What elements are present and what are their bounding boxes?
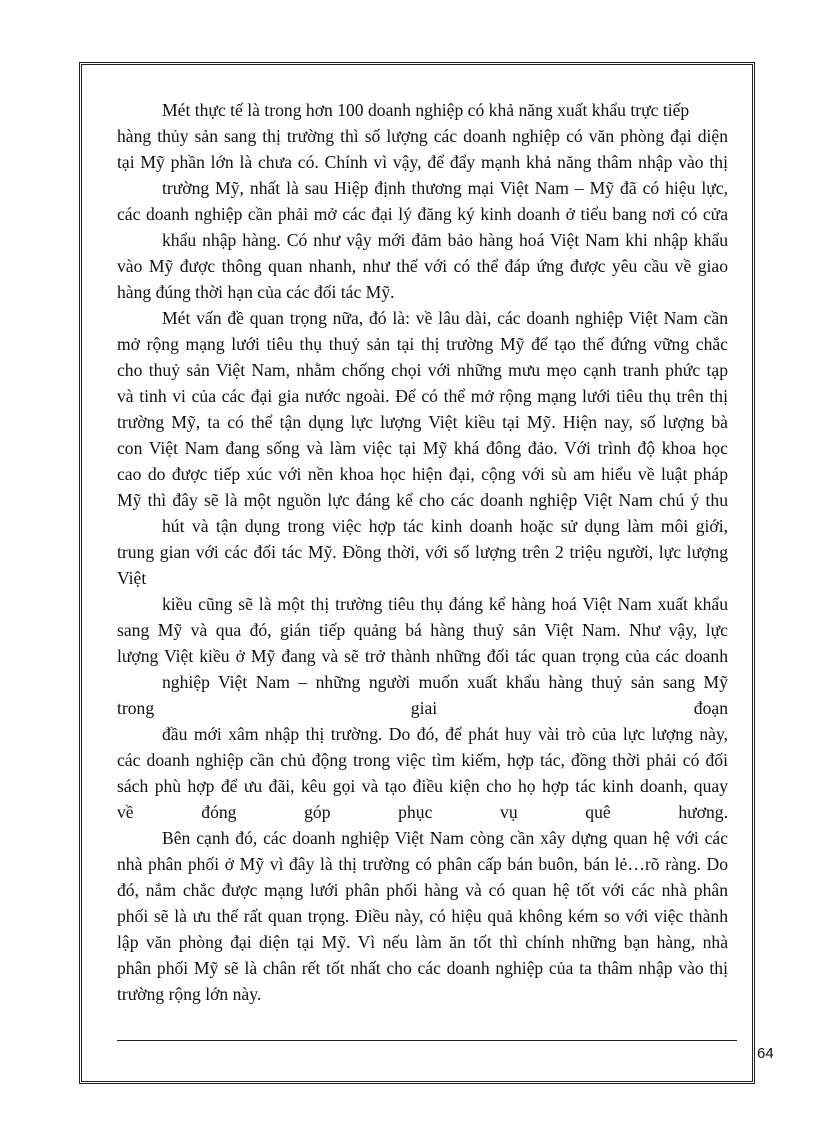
text-line: con Việt Nam đang sống và làm việc tại Mỹ khá đông đảo. Với trình độ khoa học bbox=[117, 438, 728, 458]
page-number: 64 bbox=[757, 1045, 774, 1062]
text-line: Mét vấn đề quan trọng nữa, đó là: về lâu dài, các doanh nghiệp Việt Nam cần bbox=[162, 308, 728, 328]
text-line: Mét thực tế là trong hơn 100 doanh nghiệp có khả năng xuất khẩu trực tiếp bbox=[162, 100, 690, 120]
text-line: và tinh vi của các đại gia nước ngoài. Để có thể mở rộng mạng lưới tiêu thụ trên thị bbox=[117, 386, 728, 406]
text-line: phối sẽ là ưu thế rất quan trọng. Điều này, có hiệu quả không kém so với việc thành bbox=[117, 906, 728, 926]
text-line: hàng thủy sản sang thị trường thì số lượng các doanh nghiệp có văn phòng đại diện bbox=[117, 126, 728, 146]
text-line: Bên cạnh đó, các doanh nghiệp Việt Nam còng cần xây dựng quan hệ với các bbox=[162, 828, 728, 848]
text-line: trường Mỹ, nhất là sau Hiệp định thương mại Việt Nam – Mỹ đã có hiệu lực, bbox=[162, 178, 728, 198]
text-line: tại Mỹ phần lớn là chưa có. Chính vì vậy, để đẩy mạnh khả năng thâm nhập vào thị bbox=[117, 152, 728, 172]
text-line: hút và tận dụng trong việc hợp tác kinh doanh hoặc sử dụng làm môi giới, bbox=[162, 516, 728, 536]
text-line: Việt bbox=[117, 568, 147, 588]
text-line: cho thuỷ sản Việt Nam, nhằm chống chọi với những mưu mẹo cạnh tranh phức tạp bbox=[117, 360, 728, 380]
text-line: trường Mỹ, ta có thể tận dụng lực lượng Việt kiều tại Mỹ. Hiện nay, số lượng bà bbox=[117, 412, 728, 432]
text-line: trong giai đoạn bbox=[117, 698, 728, 718]
text-line: nhà phân phối ở Mỹ vì đây là thị trường có phân cấp bán buôn, bán lẻ…rõ ràng. Do bbox=[117, 854, 728, 874]
text-line: nghiệp Việt Nam – những người muốn xuất khẩu hàng thuỷ sản sang Mỹ bbox=[162, 672, 728, 692]
text-line: về đóng góp phục vụ quê hương. bbox=[117, 802, 728, 822]
text-line: cao do được tiếp xúc với nền khoa học hiện đại, cộng với sù am hiểu về luật pháp bbox=[117, 464, 728, 484]
text-line: hàng đúng thời hạn của các đối tác Mỹ. bbox=[117, 282, 395, 302]
text-line: đó, nắm chắc được mạng lưới phân phối hàng và có quan hệ tốt với các nhà phân bbox=[117, 880, 728, 900]
text-line: Mỹ thì đây sẽ là một nguồn lực đáng kể cho các doanh nghiệp Việt Nam chú ý thu bbox=[117, 490, 728, 510]
footer-rule bbox=[117, 1040, 737, 1041]
text-line: trường rộng lớn này. bbox=[117, 984, 262, 1004]
text-line: sang Mỹ và qua đó, gián tiếp quảng bá hàng thuỷ sản Việt Nam. Như vậy, lực bbox=[117, 620, 728, 640]
text-line: kiều cũng sẽ là một thị trường tiêu thụ đáng kể hàng hoá Việt Nam xuất khẩu bbox=[162, 594, 728, 614]
text-line: đầu mới xâm nhập thị trường. Do đó, để phát huy vài trò của lực lượng này, bbox=[162, 724, 728, 744]
text-line: sách phù hợp để ưu đãi, kêu gọi và tạo điều kiện cho họ hợp tác kinh doanh, quay bbox=[117, 776, 728, 796]
text-line: các doanh nghiệp cần chủ động trong việc tìm kiếm, hợp tác, đồng thời phải có đối bbox=[117, 750, 728, 770]
text-line: phân phối Mỹ sẽ là chân rết tốt nhất cho các doanh nghiệp của ta thâm nhập vào thị bbox=[117, 958, 728, 978]
text-line: lập văn phòng đại diện tại Mỹ. Vì nếu làm ăn tốt thì chính những bạn hàng, nhà bbox=[117, 932, 728, 952]
text-line: khẩu nhập hàng. Có như vậy mới đảm bảo hàng hoá Việt Nam khi nhập khẩu bbox=[162, 230, 728, 250]
text-line: các doanh nghiệp cần phải mở các đại lý đăng ký kinh doanh ở tiểu bang nơi có cửa bbox=[117, 204, 728, 224]
text-line: vào Mỹ được thông quan nhanh, như thế với có thể đáp ứng được yêu cầu về giao bbox=[117, 256, 728, 276]
text-line: lượng Việt kiều ở Mỹ đang và sẽ trở thành những đối tác quan trọng của các doanh bbox=[117, 646, 728, 666]
text-line: mở rộng mạng lưới tiêu thụ thuỷ sản tại thị trường Mỹ để tạo thế đứng vững chắc bbox=[117, 334, 728, 354]
text-line: trung gian với các đối tác Mỹ. Đồng thời, với số lượng trên 2 triệu người, lực lượng bbox=[117, 542, 728, 562]
